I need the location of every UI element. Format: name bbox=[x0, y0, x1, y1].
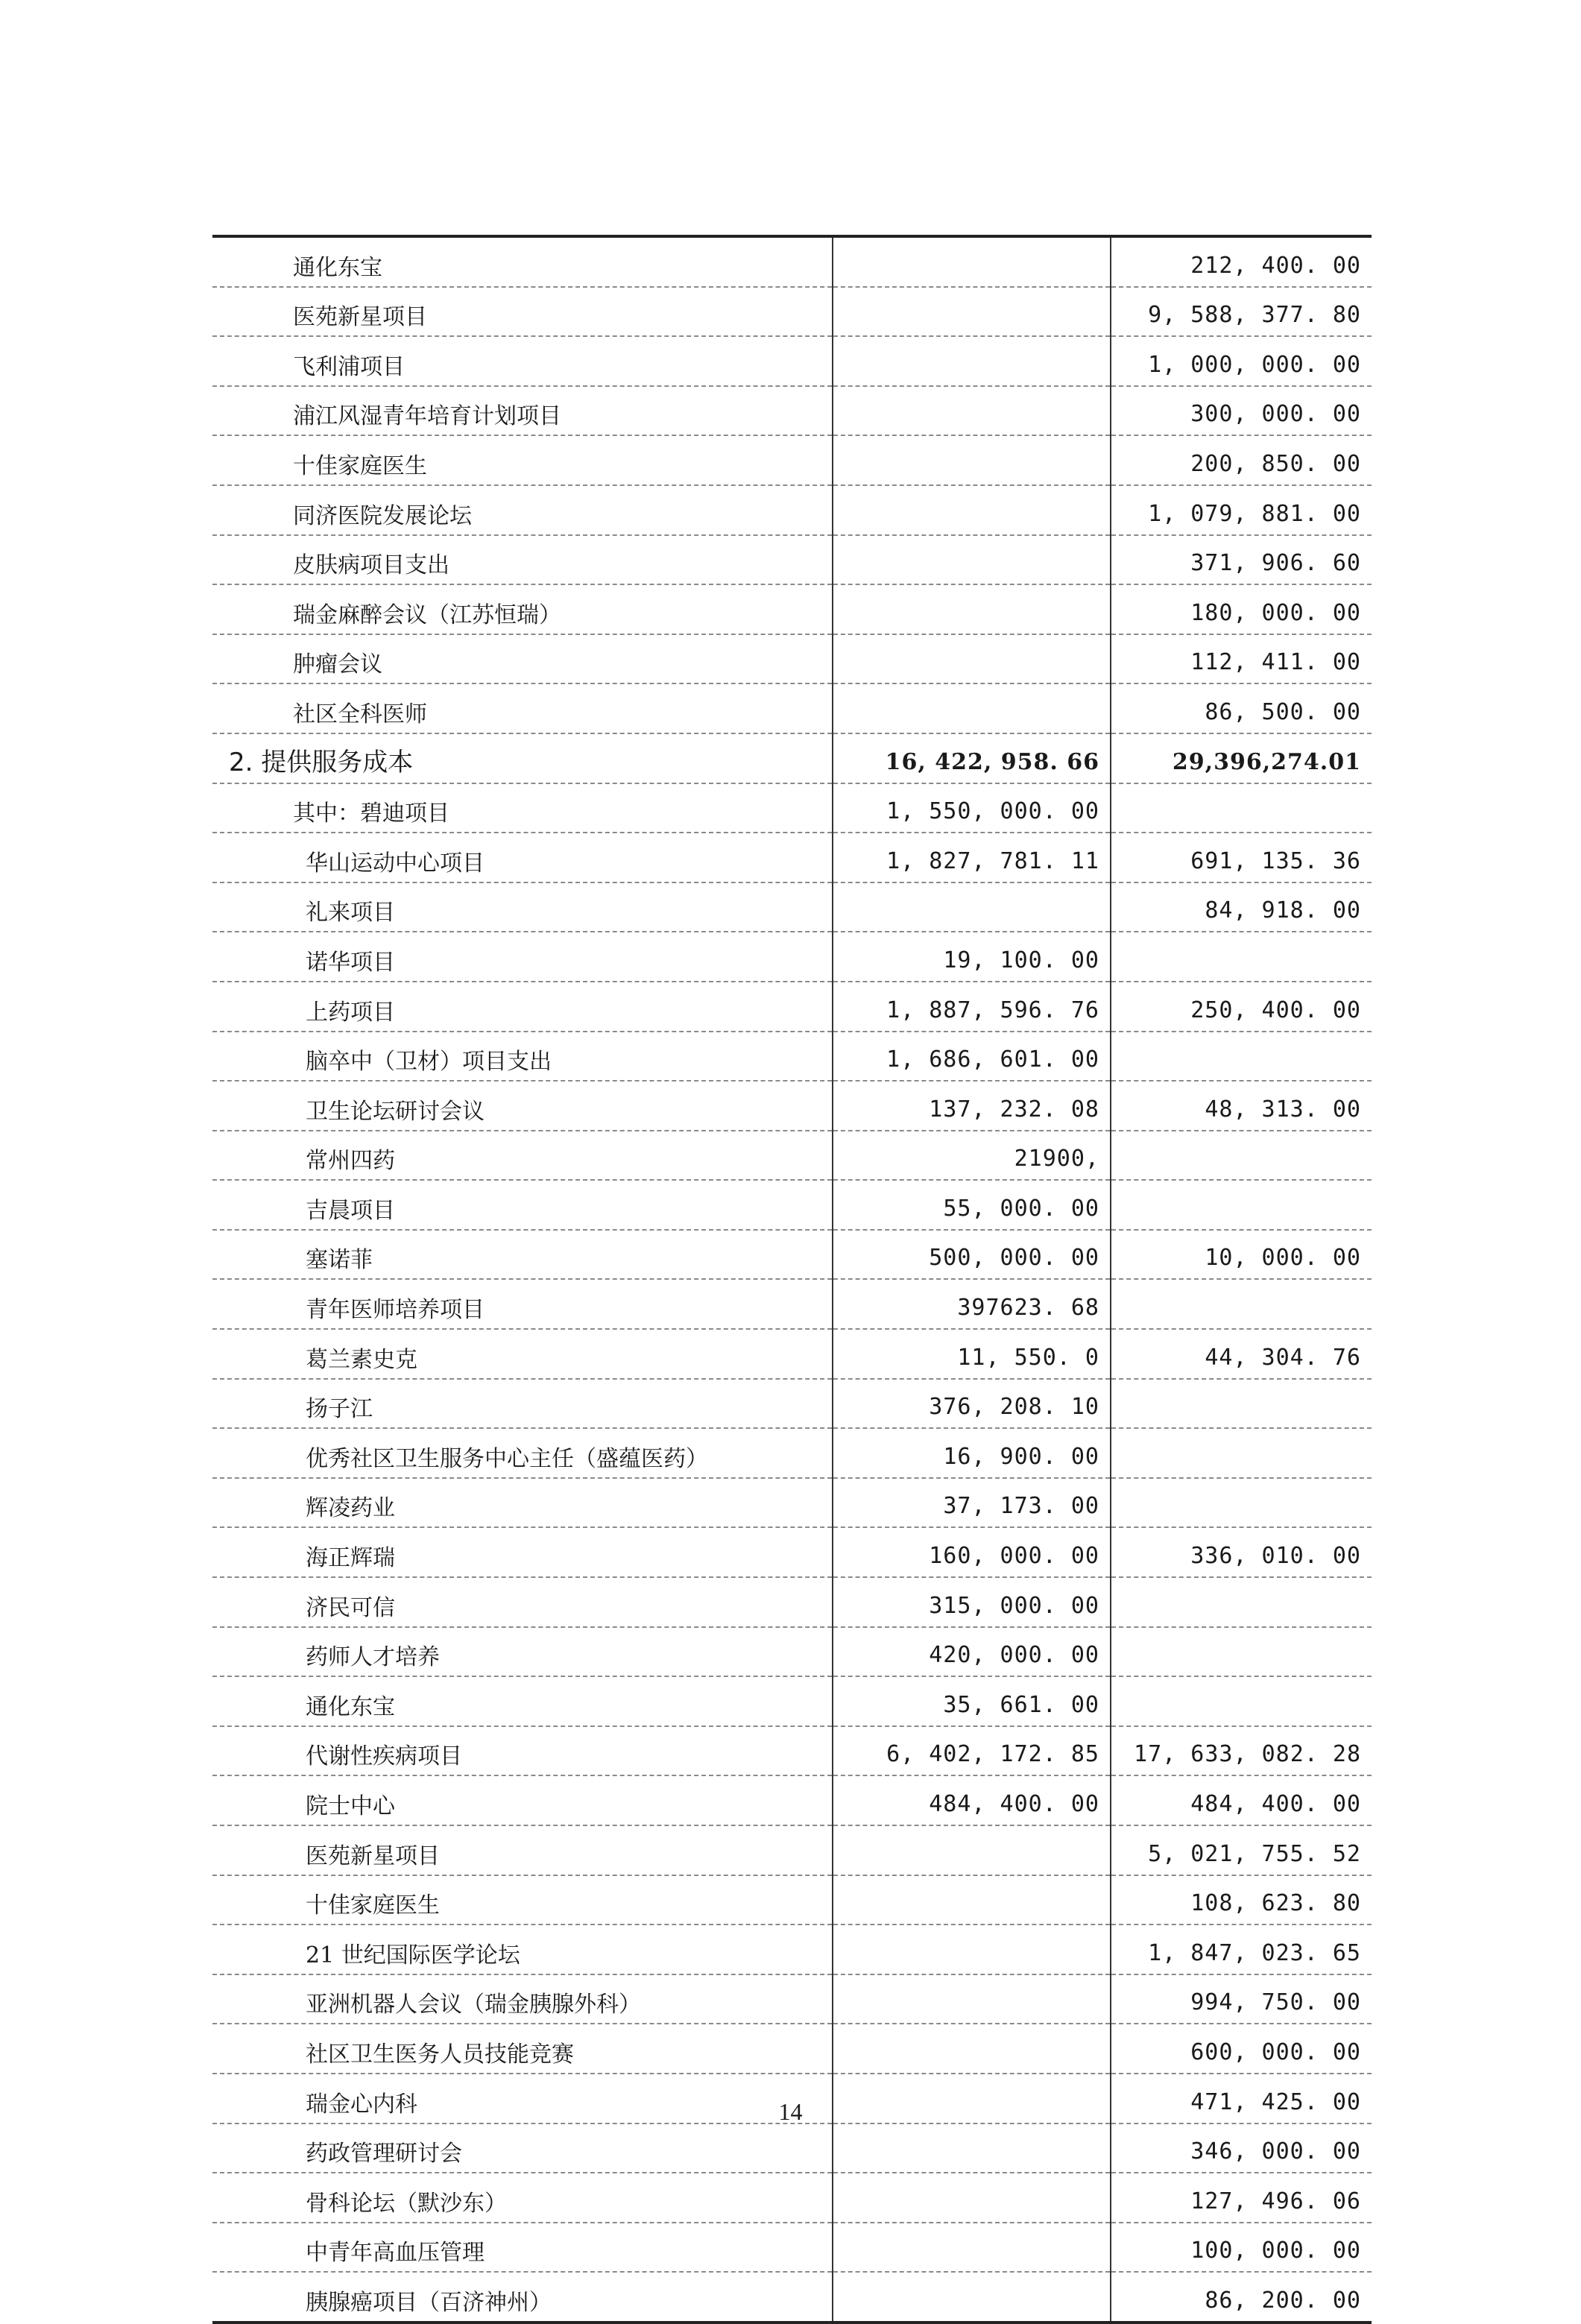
table-row bbox=[212, 2223, 1372, 2273]
item-name-cell: 吉晨项目 bbox=[212, 1180, 833, 1230]
item-name-cell: 代谢性疾病项目 bbox=[212, 1726, 833, 1776]
previous-amount-cell: 471, 425. 00 bbox=[1111, 2074, 1372, 2124]
item-name-cell: 扬子江 bbox=[212, 1379, 833, 1429]
previous-amount-cell: 1, 079, 881. 00 bbox=[1111, 485, 1372, 535]
previous-amount-cell: 1, 000, 000. 00 bbox=[1111, 336, 1372, 386]
current-amount-cell bbox=[833, 2024, 1111, 2074]
current-amount-cell: 420, 000. 00 bbox=[833, 1627, 1111, 1677]
item-name-cell: 骨科论坛（默沙东） bbox=[212, 2173, 833, 2223]
current-amount-cell bbox=[833, 1825, 1111, 1875]
current-amount-cell: 1, 827, 781. 11 bbox=[833, 833, 1111, 882]
previous-amount-cell bbox=[1111, 1379, 1372, 1429]
previous-amount-cell: 5, 021, 755. 52 bbox=[1111, 1825, 1372, 1875]
previous-amount-cell: 336, 010. 00 bbox=[1111, 1527, 1372, 1577]
current-amount-cell bbox=[833, 435, 1111, 485]
item-name-cell: 葛兰素史克 bbox=[212, 1329, 833, 1379]
previous-amount-cell: 100, 000. 00 bbox=[1111, 2223, 1372, 2273]
current-amount-cell bbox=[833, 1875, 1111, 1925]
item-name-cell: 亚洲机器人会议（瑞金胰腺外科） bbox=[212, 1974, 833, 2024]
current-amount-cell: 1, 887, 596. 76 bbox=[833, 982, 1111, 1032]
current-amount-cell: 500, 000. 00 bbox=[833, 1230, 1111, 1280]
table-row bbox=[212, 535, 1372, 585]
previous-amount-cell: 84, 918. 00 bbox=[1111, 882, 1372, 932]
table-row bbox=[212, 485, 1372, 535]
current-amount-cell: 21900, bbox=[833, 1131, 1111, 1181]
previous-amount-cell bbox=[1111, 1577, 1372, 1627]
section-heading-row bbox=[212, 733, 1372, 783]
previous-amount-cell: 691, 135. 36 bbox=[1111, 833, 1372, 882]
table-row bbox=[212, 1775, 1372, 1825]
previous-amount-cell: 10, 000. 00 bbox=[1111, 1230, 1372, 1280]
cost-ledger-table bbox=[212, 235, 1372, 2324]
item-name-cell: 药政管理研讨会 bbox=[212, 2124, 833, 2173]
item-name-cell: 浦江风湿青年培育计划项目 bbox=[212, 386, 833, 436]
previous-amount-cell: 484, 400. 00 bbox=[1111, 1775, 1372, 1825]
table-row bbox=[212, 2173, 1372, 2223]
current-amount-cell: 11, 550. 0 bbox=[833, 1329, 1111, 1379]
current-amount-cell: 315, 000. 00 bbox=[833, 1577, 1111, 1627]
table-row bbox=[212, 1577, 1372, 1627]
current-amount-cell bbox=[833, 634, 1111, 684]
previous-amount-cell: 600, 000. 00 bbox=[1111, 2024, 1372, 2074]
table-row bbox=[212, 1081, 1372, 1131]
table-row bbox=[212, 1230, 1372, 1280]
item-name-cell: 通化东宝 bbox=[212, 1676, 833, 1726]
item-name-cell: 塞诺菲 bbox=[212, 1230, 833, 1280]
table-row bbox=[212, 783, 1372, 833]
current-amount-cell: 160, 000. 00 bbox=[833, 1527, 1111, 1577]
current-amount-cell bbox=[833, 584, 1111, 634]
table-row bbox=[212, 1279, 1372, 1329]
item-name-cell: 其中：碧迪项目 bbox=[212, 783, 833, 833]
table-row bbox=[212, 1974, 1372, 2024]
current-amount-cell bbox=[833, 336, 1111, 386]
item-name-cell: 药师人才培养 bbox=[212, 1627, 833, 1677]
current-amount-cell: 397623. 68 bbox=[833, 1279, 1111, 1329]
table-row bbox=[212, 1825, 1372, 1875]
current-amount-cell: 376, 208. 10 bbox=[833, 1379, 1111, 1429]
table-row bbox=[212, 336, 1372, 386]
table-row bbox=[212, 435, 1372, 485]
table-row bbox=[212, 1131, 1372, 1181]
table-row bbox=[212, 584, 1372, 634]
item-name-cell: 青年医师培养项目 bbox=[212, 1279, 833, 1329]
table-row bbox=[212, 236, 1372, 287]
current-amount-cell: 16, 900. 00 bbox=[833, 1428, 1111, 1478]
table-row bbox=[212, 882, 1372, 932]
previous-amount-cell: 48, 313. 00 bbox=[1111, 1081, 1372, 1131]
current-amount-cell: 35, 661. 00 bbox=[833, 1676, 1111, 1726]
item-name-cell: 礼来项目 bbox=[212, 882, 833, 932]
item-name-cell: 辉凌药业 bbox=[212, 1478, 833, 1528]
table-row bbox=[212, 287, 1372, 337]
current-amount-cell bbox=[833, 485, 1111, 535]
current-amount-cell: 484, 400. 00 bbox=[833, 1775, 1111, 1825]
item-name-cell: 同济医院发展论坛 bbox=[212, 485, 833, 535]
current-amount-cell bbox=[833, 683, 1111, 733]
previous-amount-cell bbox=[1111, 1131, 1372, 1181]
table-row bbox=[212, 2124, 1372, 2173]
previous-amount-cell: 1, 847, 023. 65 bbox=[1111, 1924, 1372, 1974]
previous-amount-cell bbox=[1111, 932, 1372, 982]
item-name-cell: 胰腺癌项目（百济神州） bbox=[306, 2289, 552, 2316]
item-name-cell: 肿瘤会议 bbox=[212, 634, 833, 684]
current-amount-cell: 1, 686, 601. 00 bbox=[833, 1032, 1111, 1082]
ledger-sheet bbox=[212, 235, 1372, 2324]
previous-amount-cell: 86, 200. 00 bbox=[1111, 2272, 1372, 2323]
previous-amount-cell: 346, 000. 00 bbox=[1111, 2124, 1372, 2173]
item-name-cell: 优秀社区卫生服务中心主任（盛蕴医药） bbox=[212, 1428, 833, 1478]
table-row bbox=[212, 386, 1372, 436]
current-amount-cell: 19, 100. 00 bbox=[833, 932, 1111, 982]
current-amount-cell bbox=[833, 1924, 1111, 1974]
current-amount-cell: 16, 422, 958. 66 bbox=[833, 733, 1111, 783]
previous-amount-cell: 994, 750. 00 bbox=[1111, 1974, 1372, 2024]
current-amount-cell bbox=[833, 287, 1111, 337]
table-row bbox=[212, 1676, 1372, 1726]
item-name-cell: 医苑新星项目 bbox=[212, 287, 833, 337]
table-row bbox=[212, 1032, 1372, 1082]
item-name-cell: 济民可信 bbox=[212, 1577, 833, 1627]
previous-amount-cell: 180, 000. 00 bbox=[1111, 584, 1372, 634]
item-name-cell: 2. 提供服务成本 bbox=[212, 733, 833, 783]
table-row bbox=[212, 1329, 1372, 1379]
previous-amount-cell bbox=[1111, 1627, 1372, 1677]
current-amount-cell bbox=[833, 2223, 1111, 2273]
item-name-cell: 通化东宝 bbox=[212, 236, 833, 287]
table-row bbox=[212, 982, 1372, 1032]
current-amount-cell: 1, 550, 000. 00 bbox=[833, 783, 1111, 833]
table-row bbox=[212, 1924, 1372, 1974]
item-name-cell: 21 世纪国际医学论坛 bbox=[212, 1924, 833, 1974]
table-row bbox=[212, 1428, 1372, 1478]
item-name-cell: 社区全科医师 bbox=[212, 683, 833, 733]
ledger-body bbox=[212, 236, 1372, 2323]
previous-amount-cell: 86, 500. 00 bbox=[1111, 683, 1372, 733]
item-name-cell: 社区卫生医务人员技能竞赛 bbox=[212, 2024, 833, 2074]
previous-amount-cell: 108, 623. 80 bbox=[1111, 1875, 1372, 1925]
table-row bbox=[212, 1180, 1372, 1230]
previous-amount-cell: 44, 304. 76 bbox=[1111, 1329, 1372, 1379]
table-row bbox=[212, 1726, 1372, 1776]
previous-amount-cell bbox=[1111, 1676, 1372, 1726]
previous-amount-cell: 371, 906. 60 bbox=[1111, 535, 1372, 585]
current-amount-cell: 55, 000. 00 bbox=[833, 1180, 1111, 1230]
previous-amount-cell: 127, 496. 06 bbox=[1111, 2173, 1372, 2223]
page-number: 14 bbox=[778, 2098, 803, 2125]
item-name-cell: 飞利浦项目 bbox=[212, 336, 833, 386]
table-row bbox=[212, 683, 1372, 733]
item-name-cell: 瑞金麻醉会议（江苏恒瑞） bbox=[212, 584, 833, 634]
table-row bbox=[212, 2024, 1372, 2074]
previous-amount-cell bbox=[1111, 1180, 1372, 1230]
previous-amount-cell: 250, 400. 00 bbox=[1111, 982, 1372, 1032]
previous-amount-cell bbox=[1111, 783, 1372, 833]
table-row bbox=[212, 634, 1372, 684]
table-row bbox=[212, 833, 1372, 882]
current-amount-cell bbox=[833, 2173, 1111, 2223]
previous-amount-cell bbox=[1111, 1428, 1372, 1478]
previous-amount-cell bbox=[1111, 1279, 1372, 1329]
table-row bbox=[212, 1627, 1372, 1677]
table-row bbox=[212, 1875, 1372, 1925]
item-name-cell: 脑卒中（卫材）项目支出 bbox=[212, 1032, 833, 1082]
previous-amount-cell: 29,396,274.01 bbox=[1111, 733, 1372, 783]
previous-amount-cell: 9, 588, 377. 80 bbox=[1111, 287, 1372, 337]
item-name-cell: 华山运动中心项目 bbox=[212, 833, 833, 882]
table-row bbox=[212, 1379, 1372, 1429]
previous-amount-cell bbox=[1111, 1478, 1372, 1528]
current-amount-cell bbox=[833, 386, 1111, 436]
previous-amount-cell: 112, 411. 00 bbox=[1111, 634, 1372, 684]
item-name-cell: 海正辉瑞 bbox=[212, 1527, 833, 1577]
table-row bbox=[212, 1478, 1372, 1528]
table-row bbox=[212, 932, 1372, 982]
item-name-cell: 瑞金心内科 bbox=[212, 2074, 833, 2124]
current-amount-cell bbox=[833, 535, 1111, 585]
current-amount-cell bbox=[833, 236, 1111, 287]
item-name-cell: 皮肤病项目支出 bbox=[212, 535, 833, 585]
previous-amount-cell bbox=[1111, 1032, 1372, 1082]
item-name-cell: 中青年高血压管理 bbox=[212, 2223, 833, 2273]
current-amount-cell bbox=[833, 2124, 1111, 2173]
current-amount-cell bbox=[833, 882, 1111, 932]
previous-amount-cell: 200, 850. 00 bbox=[1111, 435, 1372, 485]
item-name-cell: 医苑新星项目 bbox=[212, 1825, 833, 1875]
item-name-cell: 院士中心 bbox=[212, 1775, 833, 1825]
previous-amount-cell: 212, 400. 00 bbox=[1111, 236, 1372, 287]
item-name-cell: 上药项目 bbox=[212, 982, 833, 1032]
previous-amount-cell: 300, 000. 00 bbox=[1111, 386, 1372, 436]
item-name-cell: 十佳家庭医生 bbox=[212, 1875, 833, 1925]
current-amount-cell: 137, 232. 08 bbox=[833, 1081, 1111, 1131]
previous-amount-cell: 17, 633, 082. 28 bbox=[1111, 1726, 1372, 1776]
current-amount-cell bbox=[833, 1974, 1111, 2024]
item-name-cell: 常州四药 bbox=[212, 1131, 833, 1181]
item-name-cell: 卫生论坛研讨会议 bbox=[212, 1081, 833, 1131]
current-amount-cell: 6, 402, 172. 85 bbox=[833, 1726, 1111, 1776]
current-amount-cell bbox=[833, 2272, 1111, 2323]
item-name-cell: 诺华项目 bbox=[212, 932, 833, 982]
current-amount-cell: 37, 173. 00 bbox=[833, 1478, 1111, 1528]
table-row bbox=[212, 1527, 1372, 1577]
item-name-cell: 十佳家庭医生 bbox=[212, 435, 833, 485]
table-row bbox=[212, 2272, 1372, 2323]
